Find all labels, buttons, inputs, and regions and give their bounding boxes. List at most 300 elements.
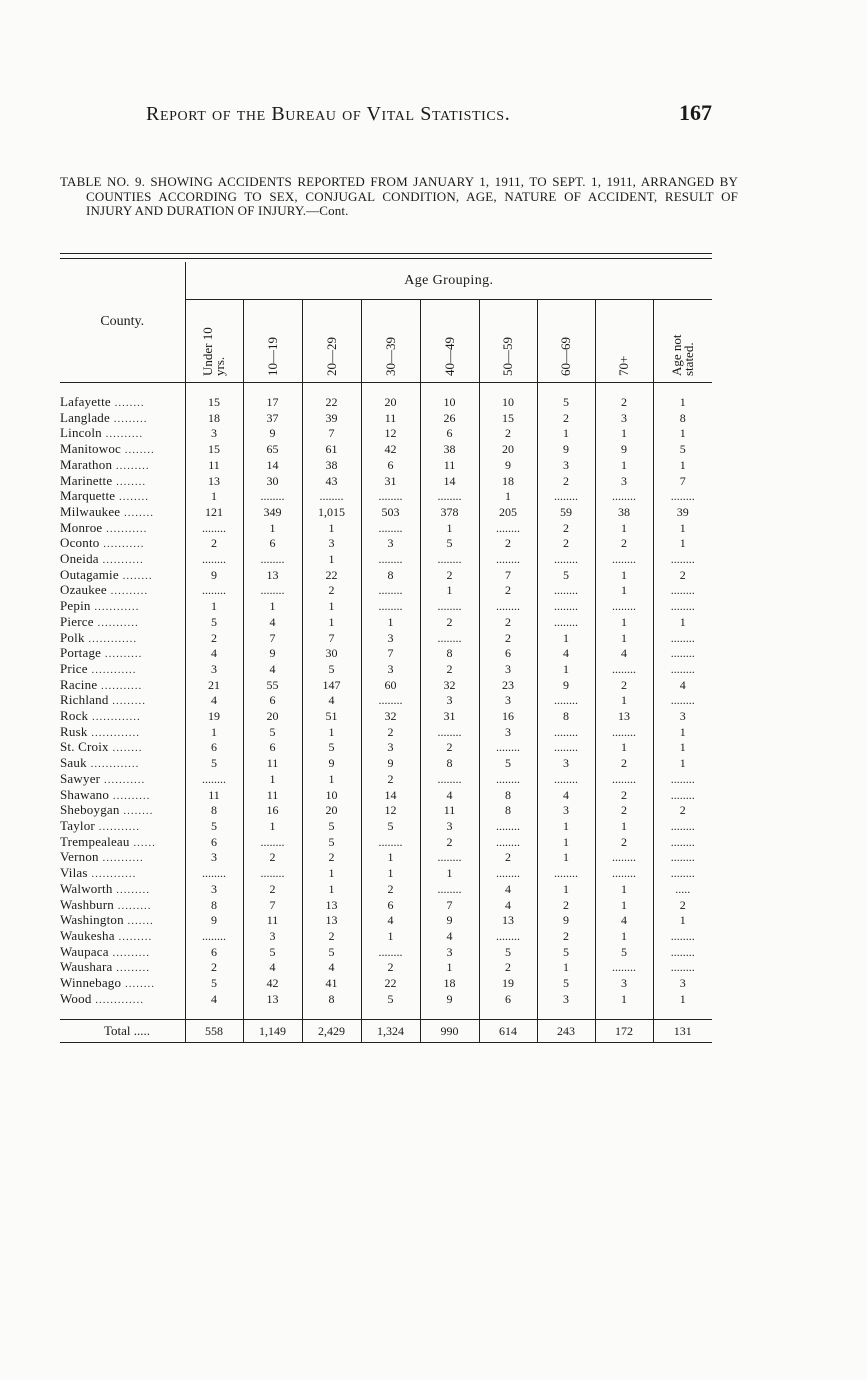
county-cell: [60, 819, 185, 835]
value-cell: 1: [537, 631, 595, 647]
value-cell: 11: [208, 457, 220, 472]
county-cell: [60, 960, 185, 976]
value-cell: 12: [361, 426, 420, 442]
value-cell: 5: [361, 992, 420, 1008]
value-cell: 11: [208, 787, 220, 802]
value-cell: 38: [595, 505, 653, 521]
value-cell: ........: [361, 835, 420, 851]
value-cell: ........: [479, 772, 537, 788]
value-cell: 21: [208, 677, 220, 692]
value-cell: 1: [243, 819, 302, 835]
leader-dots: ........: [120, 506, 155, 519]
value-cell: 1: [537, 662, 595, 678]
value-cell: ........: [420, 882, 479, 898]
value-cell: 205: [479, 505, 537, 521]
value-cell: 2: [537, 521, 595, 537]
value-cell: ........: [479, 866, 537, 882]
age-grouping-table: [60, 262, 712, 1043]
value-cell: ........: [202, 771, 226, 786]
value-cell: 8: [302, 992, 361, 1008]
county-cell: [60, 552, 185, 568]
county-cell: [60, 725, 185, 741]
value-cell: ........: [653, 929, 712, 945]
value-cell: 503: [361, 505, 420, 521]
county-cell: [60, 426, 185, 442]
leader-dots: .........: [114, 899, 152, 912]
county-cell: [60, 474, 185, 490]
total-value-cell: 558: [185, 1020, 243, 1043]
county-name: Marquette: [60, 489, 116, 504]
county-name: Richland: [60, 693, 109, 708]
value-cell: 1: [653, 992, 712, 1008]
value-cell: 6: [361, 898, 420, 914]
total-label-text: Total: [104, 1023, 131, 1039]
spacer-cell: [479, 1007, 537, 1020]
county-cell: [60, 631, 185, 647]
leader-dots: ........: [110, 397, 145, 409]
value-cell: 3: [537, 803, 595, 819]
value-cell: 2: [420, 835, 479, 851]
table-row: [60, 411, 712, 427]
value-cell: 1: [653, 725, 712, 741]
value-cell: 1: [595, 583, 653, 599]
value-cell: ........: [361, 489, 420, 505]
value-cell: 3: [211, 426, 217, 441]
table-row: [60, 552, 712, 568]
value-cell: ........: [202, 520, 226, 535]
value-cell: 3: [479, 725, 537, 741]
spacer-cell: [60, 383, 185, 396]
value-cell: 4: [479, 898, 537, 914]
value-cell: 3: [361, 631, 420, 647]
leader-dots: ........: [115, 491, 149, 504]
value-cell: 4: [302, 693, 361, 709]
value-cell: ........: [537, 583, 595, 599]
value-cell: 13: [243, 992, 302, 1008]
spacer-cell: [653, 383, 712, 396]
value-cell: 2: [420, 740, 479, 756]
county-name: Oneida: [60, 552, 99, 567]
age-column-header: [243, 300, 302, 383]
value-cell: 8: [211, 897, 217, 912]
value-cell: 9: [479, 458, 537, 474]
value-cell: ........: [595, 850, 653, 866]
value-cell: 9: [537, 913, 595, 929]
value-cell: ........: [243, 552, 302, 568]
table-row: [60, 772, 712, 788]
value-cell: ........: [595, 662, 653, 678]
value-cell: ........: [653, 583, 712, 599]
spacer-cell: [185, 383, 243, 396]
county-name: Vilas: [60, 866, 88, 881]
county-name: Sauk: [60, 756, 87, 771]
value-cell: 7: [302, 426, 361, 442]
county-name: Washington: [60, 913, 124, 928]
value-cell: 42: [243, 976, 302, 992]
county-cell: [60, 913, 185, 929]
age-column-header: [595, 300, 653, 383]
value-cell: 1: [595, 898, 653, 914]
value-cell: 9: [595, 442, 653, 458]
value-cell: 9: [243, 426, 302, 442]
table-caption: TABLE NO. 9. SHOWING ACCIDENTS REPORTED FROM JANUARY 1, 1911, TO SEPT. 1, 1911, ARRANGED BY COUNTIES ACCORDING TO SEX, CONJUGAL CONDITION, AGE, NATURE OF ACCIDENT, RESULT OF INJURY AND DURATION OF INJURY.—Cont.: [60, 174, 738, 218]
value-cell: 6: [243, 740, 302, 756]
value-cell: 5: [211, 976, 217, 991]
value-cell: 2: [595, 803, 653, 819]
value-cell: 7: [243, 631, 302, 647]
value-cell: 6: [243, 693, 302, 709]
value-cell: 1: [243, 772, 302, 788]
value-cell: 8: [653, 411, 712, 427]
spacer-row: [60, 1007, 712, 1020]
value-cell: 5: [302, 819, 361, 835]
age-column-header: [479, 300, 537, 383]
value-cell: 6: [211, 944, 217, 959]
value-cell: 1: [537, 426, 595, 442]
leader-dots: ...........: [93, 616, 139, 629]
county-name: Sawyer: [60, 771, 101, 786]
value-cell: 5: [361, 819, 420, 835]
value-cell: 5: [653, 442, 712, 458]
age-column-label: 60—69: [558, 337, 573, 376]
value-cell: ........: [653, 662, 712, 678]
value-cell: 39: [302, 411, 361, 427]
value-cell: 1: [537, 835, 595, 851]
county-cell: [60, 835, 185, 851]
age-column-header: [361, 300, 420, 383]
value-cell: 3: [420, 693, 479, 709]
value-cell: 39: [653, 505, 712, 521]
total-row: [60, 1020, 712, 1043]
value-cell: 2: [211, 536, 217, 551]
age-column-label: 10—19: [264, 337, 280, 376]
county-name: Polk: [60, 630, 85, 645]
leader-dots: .....: [130, 1023, 151, 1039]
value-cell: ........: [361, 521, 420, 537]
age-column-label: Under 10 yrs.: [200, 327, 227, 376]
value-cell: ........: [479, 599, 537, 615]
county-name: Sheboygan: [60, 803, 120, 818]
county-name: Waukesha: [60, 928, 115, 943]
value-cell: ........: [420, 725, 479, 741]
value-cell: 5: [479, 756, 537, 772]
table-row: [60, 458, 712, 474]
table-row: [60, 489, 712, 505]
value-cell: 2: [595, 756, 653, 772]
spacer-cell: [361, 1007, 420, 1020]
value-cell: 1: [653, 615, 712, 631]
leader-dots: ........: [118, 569, 153, 582]
value-cell: ........: [595, 725, 653, 741]
value-cell: ........: [653, 835, 712, 851]
value-cell: 2: [595, 395, 653, 411]
value-cell: ........: [420, 850, 479, 866]
age-grouping-header: Age Grouping.: [185, 262, 712, 300]
table-row: [60, 725, 712, 741]
value-cell: 20: [361, 395, 420, 411]
value-cell: 1: [537, 882, 595, 898]
county-name: Rusk: [60, 724, 88, 739]
value-cell: 3: [595, 976, 653, 992]
value-cell: 2: [479, 615, 537, 631]
value-cell: 1: [302, 521, 361, 537]
leader-dots: .............: [84, 632, 138, 645]
value-cell: 3: [361, 740, 420, 756]
value-cell: 11: [243, 913, 302, 929]
value-cell: 6: [243, 536, 302, 552]
spacer-cell: [537, 383, 595, 396]
value-cell: 2: [537, 411, 595, 427]
value-cell: 14: [361, 788, 420, 804]
value-cell: 22: [302, 568, 361, 584]
spacer-cell: [595, 1007, 653, 1020]
value-cell: 5: [243, 945, 302, 961]
county-cell: [60, 583, 185, 599]
value-cell: 5: [302, 662, 361, 678]
value-cell: ........: [537, 725, 595, 741]
value-cell: ........: [595, 489, 653, 505]
value-cell: 7: [420, 898, 479, 914]
value-cell: 2: [653, 803, 712, 819]
value-cell: 2: [595, 536, 653, 552]
value-cell: ........: [479, 929, 537, 945]
value-cell: 18: [479, 474, 537, 490]
value-cell: 1: [653, 913, 712, 929]
value-cell: 4: [420, 929, 479, 945]
value-cell: 15: [208, 395, 220, 409]
value-cell: 1: [595, 693, 653, 709]
value-cell: 2: [420, 568, 479, 584]
value-cell: ........: [361, 945, 420, 961]
leader-dots: .............: [86, 758, 140, 771]
value-cell: 1: [211, 489, 217, 504]
table-row: [60, 646, 712, 662]
value-cell: 1: [595, 458, 653, 474]
value-cell: 9: [420, 992, 479, 1008]
value-cell: 6: [211, 834, 217, 849]
value-cell: 15: [208, 442, 220, 457]
value-cell: 1: [302, 772, 361, 788]
table-row: [60, 929, 712, 945]
table-row: [60, 992, 712, 1008]
value-cell: 4: [595, 913, 653, 929]
value-cell: 31: [420, 709, 479, 725]
value-cell: 3: [243, 929, 302, 945]
value-cell: 26: [420, 411, 479, 427]
value-cell: 4: [211, 991, 217, 1006]
table-row: [60, 395, 712, 411]
table-row: [60, 474, 712, 490]
county-name: Pierce: [60, 614, 94, 629]
value-cell: 3: [361, 662, 420, 678]
county-cell: [60, 395, 185, 411]
value-cell: 32: [361, 709, 420, 725]
value-cell: 43: [302, 474, 361, 490]
table-row: [60, 599, 712, 615]
value-cell: 2: [302, 850, 361, 866]
county-name: Winnebago: [60, 976, 122, 991]
leader-dots: ...........: [97, 679, 143, 692]
table-row: [60, 615, 712, 631]
value-cell: 2: [595, 788, 653, 804]
spacer-cell: [479, 383, 537, 396]
value-cell: 2: [361, 725, 420, 741]
county-name: Monroe: [60, 520, 103, 535]
table-row: [60, 882, 712, 898]
value-cell: ........: [653, 945, 712, 961]
age-column-header: [302, 300, 361, 383]
value-cell: 1: [361, 615, 420, 631]
value-cell: 10: [420, 395, 479, 411]
leader-dots: ............: [87, 868, 137, 881]
value-cell: 121: [205, 504, 223, 519]
value-cell: 5: [243, 725, 302, 741]
age-column-header: [420, 300, 479, 383]
county-name: Marinette: [60, 473, 113, 488]
total-value-cell: 172: [595, 1020, 653, 1043]
value-cell: 1: [420, 583, 479, 599]
leader-dots: ........: [121, 444, 155, 457]
value-cell: ........: [653, 772, 712, 788]
value-cell: 13: [595, 709, 653, 725]
value-cell: ........: [653, 489, 712, 505]
value-cell: 20: [302, 803, 361, 819]
value-cell: 3: [420, 819, 479, 835]
county-name: Ozaukee: [60, 583, 107, 598]
leader-dots: .......: [123, 915, 154, 928]
table-row: [60, 678, 712, 694]
age-column-label: 30—39: [382, 337, 398, 376]
table-row: [60, 740, 712, 756]
value-cell: ........: [653, 552, 712, 568]
value-cell: 1: [595, 426, 653, 442]
county-cell: [60, 442, 185, 458]
value-cell: 11: [361, 411, 420, 427]
value-cell: 6: [479, 992, 537, 1008]
leader-dots: ........: [121, 978, 155, 991]
value-cell: 12: [361, 803, 420, 819]
running-header: [146, 100, 712, 126]
spacer-cell: [420, 1007, 479, 1020]
table-row: [60, 945, 712, 961]
value-cell: 2: [243, 850, 302, 866]
value-cell: 1: [595, 929, 653, 945]
leader-dots: ..........: [106, 585, 149, 598]
value-cell: ........: [361, 583, 420, 599]
value-cell: 9: [420, 913, 479, 929]
value-cell: ........: [479, 521, 537, 537]
county-name: Racine: [60, 677, 98, 692]
value-cell: ........: [243, 866, 302, 882]
spacer-cell: [243, 1007, 302, 1020]
table-row: [60, 426, 712, 442]
value-cell: 3: [420, 945, 479, 961]
value-cell: 2: [243, 882, 302, 898]
value-cell: ........: [479, 819, 537, 835]
value-cell: 1: [211, 724, 217, 739]
table-row: [60, 709, 712, 725]
value-cell: 3: [537, 756, 595, 772]
value-cell: 41: [302, 976, 361, 992]
county-name: Portage: [60, 646, 102, 661]
table-row: [60, 631, 712, 647]
table-row: [60, 850, 712, 866]
value-cell: 1: [537, 850, 595, 866]
value-cell: 4: [211, 693, 217, 708]
spacer-cell: [185, 1007, 243, 1020]
value-cell: 1: [653, 426, 712, 442]
age-column-label: 70+: [616, 355, 631, 376]
value-cell: 8: [479, 788, 537, 804]
value-cell: ........: [202, 928, 226, 943]
total-value-cell: 614: [479, 1020, 537, 1043]
value-cell: 9: [243, 646, 302, 662]
value-cell: ........: [420, 552, 479, 568]
value-cell: 2: [479, 536, 537, 552]
value-cell: 23: [479, 678, 537, 694]
value-cell: 18: [420, 976, 479, 992]
table-row: [60, 898, 712, 914]
value-cell: 1: [595, 992, 653, 1008]
value-cell: ........: [479, 740, 537, 756]
county-name: Manitowoc: [60, 442, 122, 457]
value-cell: 1: [595, 819, 653, 835]
value-cell: 8: [420, 756, 479, 772]
county-name: Oconto: [60, 536, 100, 551]
value-cell: 30: [302, 646, 361, 662]
table-row: [60, 583, 712, 599]
value-cell: 10: [479, 395, 537, 411]
value-cell: 9: [211, 913, 217, 928]
county-name: Taylor: [60, 818, 95, 833]
county-cell: [60, 615, 185, 631]
county-cell: [60, 788, 185, 804]
value-cell: 6: [211, 740, 217, 755]
county-name: Wood: [60, 991, 92, 1006]
value-cell: 3: [653, 709, 712, 725]
value-cell: 5: [537, 395, 595, 411]
value-cell: 2: [361, 960, 420, 976]
total-value-cell: 2,429: [302, 1020, 361, 1043]
value-cell: ........: [595, 599, 653, 615]
value-cell: 16: [243, 803, 302, 819]
value-cell: 8: [537, 709, 595, 725]
value-cell: 16: [479, 709, 537, 725]
value-cell: ........: [361, 693, 420, 709]
value-cell: ........: [420, 599, 479, 615]
value-cell: 5: [211, 756, 217, 771]
value-cell: 1: [211, 599, 217, 614]
value-cell: 13: [243, 568, 302, 584]
table-row: [60, 536, 712, 552]
total-value-cell: 243: [537, 1020, 595, 1043]
spacer-cell: [302, 1007, 361, 1020]
value-cell: 30: [243, 474, 302, 490]
value-cell: 1: [302, 552, 361, 568]
table-row: [60, 803, 712, 819]
county-name: Walworth: [60, 881, 113, 896]
value-cell: ........: [202, 866, 226, 881]
spacer-cell: [653, 1007, 712, 1020]
value-cell: .....: [653, 882, 712, 898]
value-cell: 2: [479, 583, 537, 599]
leader-dots: ...........: [98, 852, 144, 865]
age-column-label: 20—29: [323, 337, 339, 376]
value-cell: 3: [653, 976, 712, 992]
value-cell: 5: [537, 568, 595, 584]
county-cell: [60, 709, 185, 725]
table-body: [60, 383, 712, 1043]
